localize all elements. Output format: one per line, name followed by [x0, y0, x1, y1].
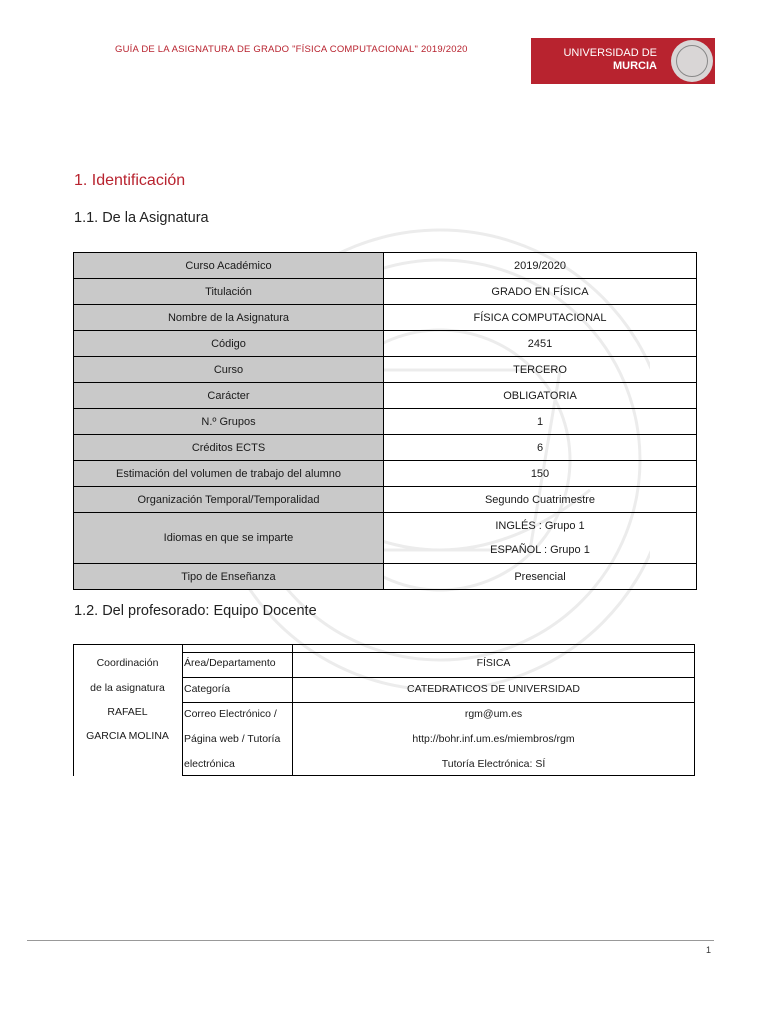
table-row	[74, 513, 696, 564]
table-row	[74, 435, 696, 461]
row-value: 6	[536, 441, 544, 454]
table-row	[74, 331, 696, 357]
header-title: GUÍA DE LA ASIGNATURA DE GRADO "FÍSICA COMPUTACIONAL" 2019/2020	[115, 44, 468, 55]
asignatura-table	[73, 252, 697, 590]
profesorado-table	[73, 644, 695, 776]
row-key: Tipo de Enseñanza	[74, 564, 384, 589]
row-key: Idiomas en que se imparte	[74, 513, 384, 563]
row-key: Código	[74, 331, 384, 356]
row-key: Nombre de la Asignatura	[74, 305, 384, 330]
profesor-name: RAFAEL	[107, 706, 148, 718]
field-value: CATEDRATICOS DE UNIVERSIDAD	[407, 683, 580, 695]
row-key: N.º Grupos	[74, 409, 384, 434]
field-label: Área/Departamento	[184, 657, 276, 669]
field-label: electrónica	[184, 758, 235, 770]
subsection-heading-asignatura: 1.1. De la Asignatura	[74, 210, 209, 226]
university-logo	[531, 38, 715, 84]
row-value: OBLIGATORIA	[503, 389, 577, 402]
row-value: Presencial	[514, 570, 566, 583]
webpage-link[interactable]: http://bohr.inf.um.es/miembros/rgm	[412, 733, 575, 745]
row-value: 1	[536, 415, 544, 428]
table-row	[74, 383, 696, 409]
table-row	[74, 305, 696, 331]
section-heading: 1. Identificación	[74, 172, 186, 189]
row-key: Organización Temporal/Temporalidad	[74, 487, 384, 512]
row-value: 2451	[527, 337, 553, 350]
row-key: Estimación del volumen de trabajo del alumno	[74, 461, 384, 486]
row-key: Carácter	[74, 383, 384, 408]
footer-divider	[27, 940, 714, 941]
row-key: Curso Académico	[74, 253, 384, 278]
logo-line-1: UNIVERSIDAD DE	[563, 47, 657, 59]
field-value: FÍSICA	[476, 657, 511, 669]
profesor-name: GARCIA MOLINA	[86, 730, 169, 742]
email-link[interactable]: rgm@um.es	[464, 708, 523, 720]
row-value: GRADO EN FÍSICA	[491, 285, 589, 298]
table-row	[74, 357, 696, 383]
seal-icon	[671, 40, 713, 82]
table-row	[74, 409, 696, 435]
coordinacion-label: Coordinación	[96, 657, 159, 669]
row-key: Titulación	[74, 279, 384, 304]
row-value: TERCERO	[513, 363, 567, 376]
table-row	[74, 279, 696, 305]
row-key: Curso	[74, 357, 384, 382]
table-row	[74, 487, 696, 513]
logo-line-2: MURCIA	[613, 60, 657, 72]
subsection-heading-profesorado: 1.2. Del profesorado: Equipo Docente	[74, 603, 317, 619]
table-row	[74, 564, 696, 590]
row-value: ESPAÑOL : Grupo 1	[490, 544, 590, 556]
page-number: 1	[706, 945, 712, 955]
row-value: Segundo Cuatrimestre	[484, 493, 596, 506]
table-row	[74, 253, 696, 279]
field-value: Tutoría Electrónica: SÍ	[441, 758, 546, 770]
row-value: 150	[530, 467, 550, 480]
row-key: Créditos ECTS	[74, 435, 384, 460]
row-value: FÍSICA COMPUTACIONAL	[473, 311, 607, 324]
table-row	[74, 461, 696, 487]
row-value: 2019/2020	[514, 259, 566, 272]
coordinacion-label: de la asignatura	[90, 682, 165, 694]
field-label: Categoría	[184, 683, 231, 695]
row-value: INGLÉS : Grupo 1	[495, 520, 585, 532]
field-label: Página web / Tutoría	[184, 733, 281, 745]
field-label: Correo Electrónico /	[184, 708, 277, 720]
